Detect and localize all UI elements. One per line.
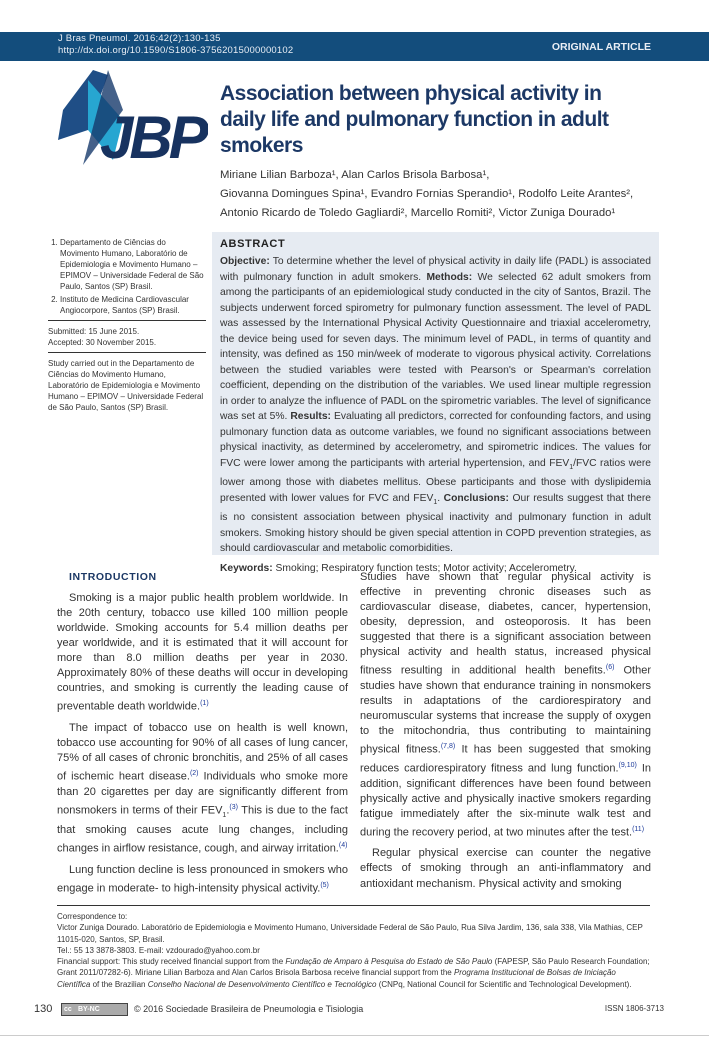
text: In addition, significant differences have been found between physically active and physically inactive smokers regarding fatigue immediately after the six-minute walk test and during the recovery period, at two minutes after the test.: [360, 762, 652, 839]
correspondence-label: Correspondence to:: [57, 912, 128, 921]
paragraph: [57, 721, 348, 857]
submitted-date: Submitted: 15 June 2015.: [48, 327, 140, 336]
author-list: [220, 166, 660, 223]
text: (CNPq, National Council for Scientific and Technological Development).: [376, 979, 632, 989]
reference-link[interactable]: (11): [632, 825, 645, 833]
reference-link[interactable]: (1): [200, 700, 209, 708]
paragraph: [57, 863, 348, 897]
cc-license-badge-icon[interactable]: cc BY-NC: [61, 1003, 128, 1016]
journal-header-band: [0, 32, 709, 61]
article-title: Association between physical activity in daily life and pulmonary function in adult smokers: [220, 82, 609, 157]
affiliations-sidebar: [48, 237, 206, 413]
jbp-logo: [48, 70, 208, 180]
correspondence-contact: Tel.: 55 13 3878-3803. E-mail: vzdourado@yahoo.com.br: [57, 945, 260, 955]
article-type: ORIGINAL ARTICLE: [551, 41, 651, 53]
citation-text: J Bras Pneumol. 2016;42(2):130-135: [58, 33, 221, 44]
subscript: 1: [433, 498, 438, 506]
label: Results:: [290, 411, 331, 422]
correspondence-address: Victor Zuniga Dourado. Laboratório de Epidemiologia e Movimento Humano, Universidade Federal de São Paulo, Rua Silva Jardim, 136, sala 338, Vila Mathias, CEP 11015-020, Santos, SP, Brasil.: [57, 923, 643, 944]
paragraph: Regular physical exercise can counter the negative effects of smoking through an anti-inflammatory and antioxidant mechanism. Physical activity and smoking: [360, 847, 651, 890]
subscript: 1: [569, 463, 574, 471]
text: Our results suggest that there is no consistent association between physical inactivity and pulmonary function in adult smokers. Smoking history should be given special attention in COPD prevention strategies, as should cardiovascular and metabolic comorbidities.: [220, 492, 651, 555]
page-footer: [34, 1003, 664, 1019]
text: To determine whether the level of physical activity in daily life (PADL) is associated with pulmonary function in adult smokers.: [220, 256, 651, 283]
text: Programa Institucional de Bolsas de Iniciação Científica: [57, 968, 616, 989]
text: We selected 62 adult smokers from among the participants of an epidemiological study conducted in the city of Santos, Brazil. The subjects underwent forced spirometry for pulmonary function assessment. The level of PADL was assessed by the International Physical Activity Questionnaire and triaxial accelerometry, the device being used for seven days. The minimum level of PADL, in terms of quantity and intensity, was defined as 150 min/week of moderate to vigorous physical activity. Correlations between the studied variables were tested with Pearson's or Spearman's correlation coefficient, depending on the distribution of the variables. We used linear multiple regression in order to analyze the influence of PADL on the spirometric variables. The level of significance was set at 5%.: [220, 271, 651, 422]
author-line: Giovanna Domingues Spina¹, Evandro Fornias Sperandio¹, Rodolfo Leite Arantes²,: [220, 188, 634, 200]
reference-link[interactable]: (9,10): [618, 761, 637, 769]
text: Smoking; Respiratory function tests; Motor activity; Accelerometry.: [272, 562, 577, 574]
correspondence-footnote: [57, 905, 650, 990]
text: The impact of tobacco use on health is well known, tobacco use accounting for 90% of all cases of lung cancer, 75% of all cases of chronic bronchitis, and 25% of all cases of ischemic heart disease.: [57, 722, 348, 783]
section-heading: INTRODUCTION: [69, 571, 157, 583]
subscript: 1: [222, 811, 227, 819]
text: Individuals who smoke more than 20 cigarettes per day are significantly different from nonsmokers in terms of their FEV: [57, 770, 349, 817]
copyright: © 2016 Sociedade Brasileira de Pneumologia e Tisiologia: [134, 1004, 364, 1014]
issn: ISSN 1806-3713: [604, 1004, 664, 1013]
citation: [58, 33, 293, 57]
label: Objective:: [220, 256, 270, 267]
text: Conselho Nacional de Desenvolvimento Científico e Tecnológico: [147, 979, 377, 989]
financial-support: [57, 956, 650, 990]
label: Methods:: [426, 271, 473, 283]
body-column-left: [57, 570, 348, 902]
label: Keywords:: [220, 562, 273, 574]
doi-link[interactable]: http://dx.doi.org/10.1590/S1806-37562015000000102: [58, 45, 294, 56]
reference-link[interactable]: (3): [229, 803, 238, 811]
text: Fundação de Amparo à Pesquisa do Estado de São Paulo: [285, 957, 493, 967]
text: .: [226, 804, 230, 817]
reference-link[interactable]: (5): [320, 881, 329, 889]
reference-link[interactable]: (7,8): [440, 743, 456, 751]
affiliation: 1. Departamento de Ciências do Movimento Humano, Laboratório de Epidemiologia e Movimento Humano – EPIMOV – Universidade Federal de São Paulo, Santos (SP) Brasil.: [60, 237, 206, 292]
text: of the Brazilian: [90, 979, 148, 989]
divider: [48, 320, 206, 321]
text: Other studies have shown that endurance training in nonsmokers results in adaptations of the cardiorespiratory and neuromuscular systems that increase the supply of oxygen to the mitochondria, thus contributing to maintaining physical fitness.: [360, 664, 651, 756]
text: Smoking is a major public health problem worldwide. In the 20th century, tobacco use killed 100 million people worldwide. Smoking accounts for 5.4 million deaths per year worldwide, and it is estimated that it will account for more than 8.0 million deaths per year in 2030. Approximately 80% of these deaths will occur in developing countries, and smoking is currently the leading cause of preventable death worldwide.: [57, 592, 348, 714]
text: (FAPESP, São Paulo Research Foundation; Grant 2011/07282-6). Miriane Lilian Barboza and Alan Carlos Brisola Barbosa receive financial support from the: [57, 957, 650, 978]
author-line: Antonio Ricardo de Toledo Gagliardi², Marcello Romiti², Victor Zuniga Dourado¹: [220, 207, 616, 219]
svg-text:JBP: JBP: [100, 104, 205, 171]
text: .: [437, 492, 444, 504]
reference-link[interactable]: (6): [605, 664, 615, 672]
abstract-heading: ABSTRACT: [220, 238, 286, 250]
page-number: 130: [34, 1003, 53, 1015]
divider: [0, 1035, 709, 1036]
divider: [48, 352, 206, 353]
paragraph: [57, 591, 348, 715]
accepted-date: Accepted: 30 November 2015.: [48, 338, 157, 347]
text: This is due to the fact that smoking causes acute lung changes, including changes in airflow resistance, cough, and airway irritation.: [57, 804, 348, 855]
study-note: Study carried out in the Departamento de Ciências do Movimento Humano, Laboratório de Epidemiologia e Movimento Humano – EPIMOV – Universidade Federal de São Paulo, Santos (SP) Brasil.: [48, 359, 204, 412]
text: Financial support: This study received financial support from the: [57, 957, 286, 967]
label: Conclusions:: [443, 492, 509, 504]
reference-link[interactable]: (2): [189, 770, 199, 778]
text: /FVC ratios were lower among those with diabetes mellitus. Obese participants and those with dyslipidemia presented with lower values for FVC and FEV: [220, 457, 651, 504]
author-line: Miriane Lilian Barboza¹, Alan Carlos Brisola Barbosa¹,: [220, 169, 490, 181]
reference-link[interactable]: (4): [338, 841, 348, 849]
text: It has been suggested that smoking reduces cardiorespiratory fitness and lung function.: [360, 743, 651, 775]
paragraph: [360, 570, 651, 840]
text: Lung function decline is less pronounced in smokers who engage in moderate- to high-intensity physical activity.: [57, 863, 348, 895]
text: Evaluating all predictors, corrected for confounding factors, and using pulmonary function data as outcome variables, we found no significant associations between physical inactivity, as determined by accelerometry, and spirometric indices. The values for FVC were lower among the participants with arterial hypertension, and FEV: [220, 411, 651, 469]
abstract-text: [220, 254, 651, 557]
text: Studies have shown that regular physical activity is effective in preventing chronic diseases such as cardiovascular disease, diabetes, cancer, hypertension, obesity, depression, and osteoporosis. It has been suggested that there is a significant association between physical activity and health status, increased physical fitness resulting in additional health benefits.: [360, 571, 651, 677]
abstract-box: [212, 232, 659, 574]
affiliation: 2. Instituto de Medicina Cardiovascular Angiocorpore, Santos (SP) Brasil.: [60, 294, 206, 316]
body-column-right: [360, 570, 651, 898]
